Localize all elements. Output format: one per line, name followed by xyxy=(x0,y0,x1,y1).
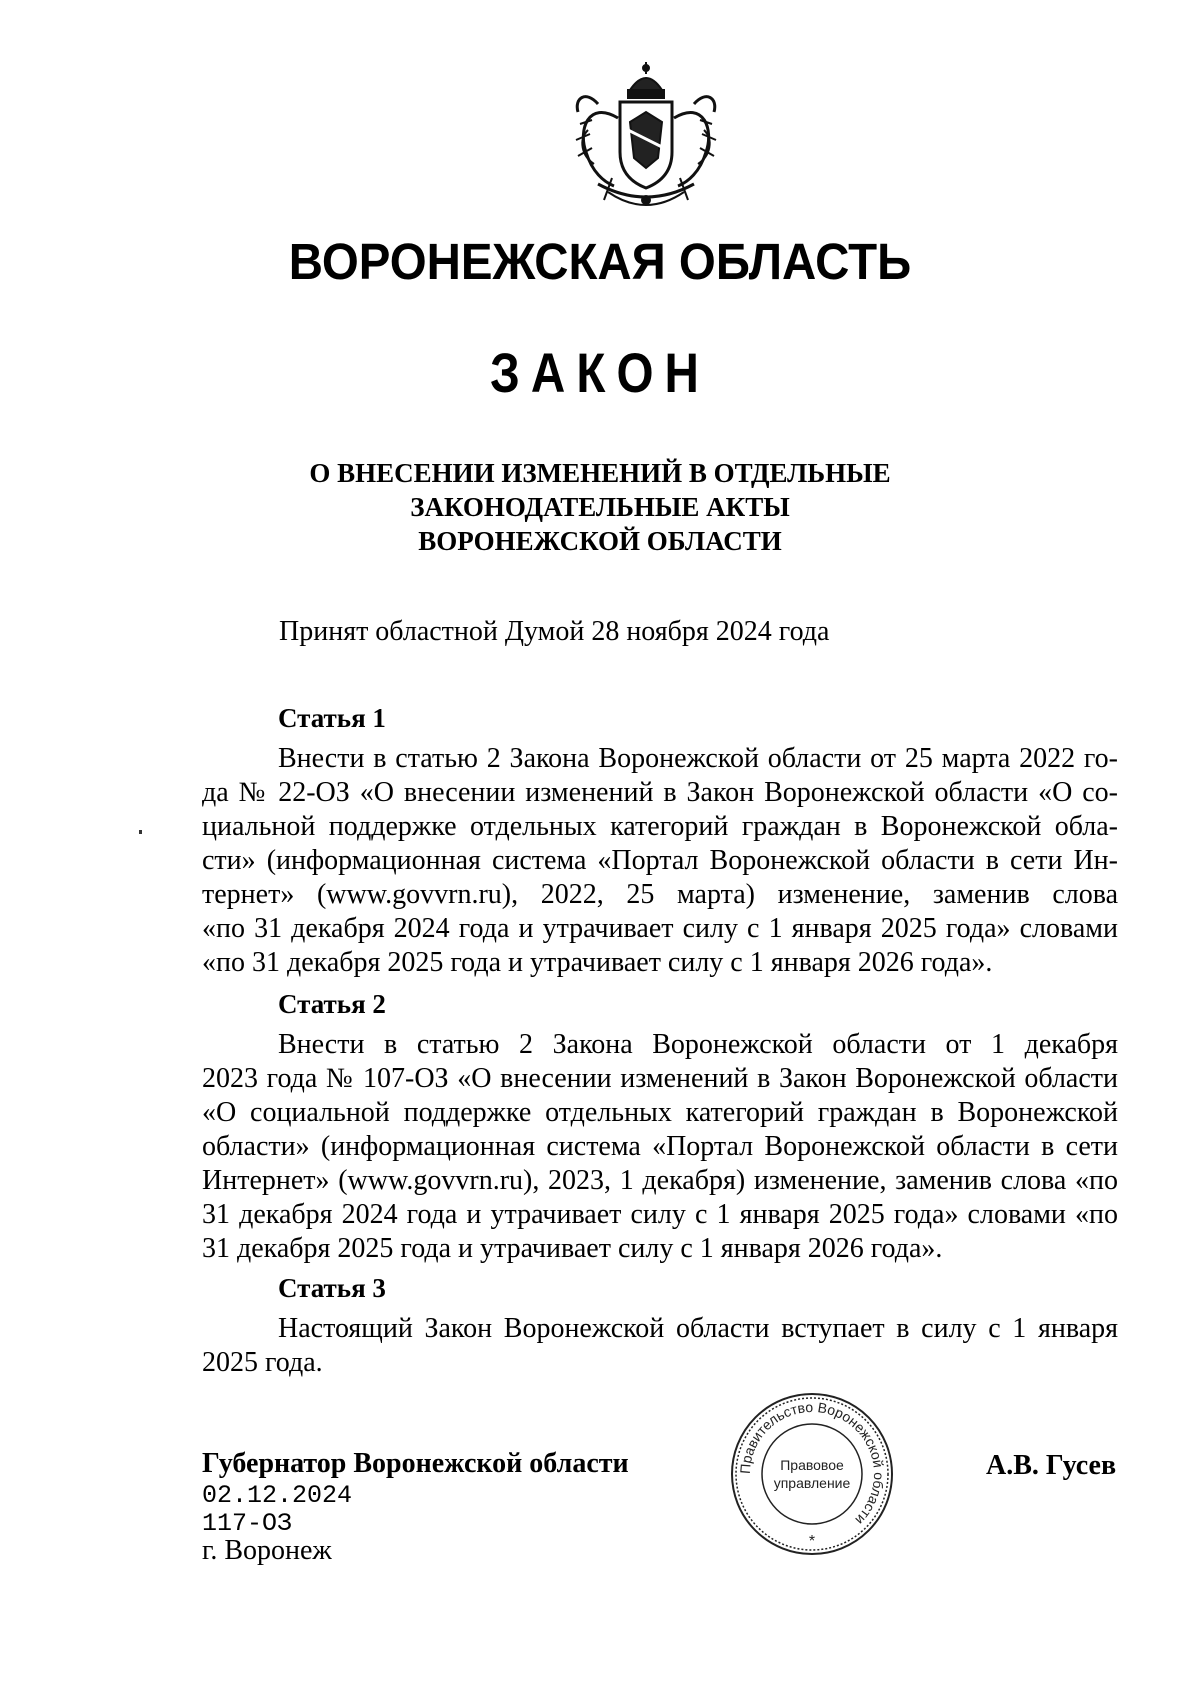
law-name xyxy=(0,456,1200,558)
law-name-line: ЗАКОНОДАТЕЛЬНЫЕ АКТЫ xyxy=(410,492,790,522)
seal-inner-line: Правовое xyxy=(780,1457,844,1473)
article-2-line: области» (информационная система «Портал Воронежской области в сети xyxy=(202,1131,1118,1162)
signing-date: 02.12.2024 xyxy=(202,1481,353,1510)
article-2-line: Внести в статью 2 Закона Воронежской области от 1 декабря xyxy=(278,1029,1118,1060)
article-2-line: «О социальной поддержке отдельных категорий граждан в Воронежской xyxy=(202,1097,1118,1128)
official-seal xyxy=(728,1390,896,1558)
article-3-line: Настоящий Закон Воронежской области вступает в силу с 1 января xyxy=(278,1313,1118,1344)
seal-star: * xyxy=(808,1533,816,1550)
article-1-heading: Статья 1 xyxy=(278,703,386,733)
article-1-line: да № 22-ОЗ «О внесении изменений в Закон Воронежской области «О со- xyxy=(202,777,1118,808)
article-2-line: 31 декабря 2025 года и утрачивает силу с 1 января 2026 года». xyxy=(202,1233,943,1264)
article-1-body xyxy=(202,742,1118,980)
article-1-line: циальной поддержке отдельных категорий граждан в Воронежской обла- xyxy=(202,811,1118,842)
article-1-line: сти» (информационная система «Портал Воронежской области в сети Ин- xyxy=(202,845,1118,876)
signing-city: г. Воронеж xyxy=(202,1535,332,1566)
law-name-line: О ВНЕСЕНИИ ИЗМЕНЕНИЙ В ОТДЕЛЬНЫЕ xyxy=(309,458,891,488)
article-3-body xyxy=(202,1312,1118,1380)
article-3-line: 2025 года. xyxy=(202,1347,323,1378)
article-1-line: тернет» (www.govvrn.ru), 2022, 25 марта) изменение, заменив слова xyxy=(202,879,1118,910)
article-2-body xyxy=(202,1028,1118,1266)
seal-outer-text: Правительство Воронежской области xyxy=(736,1398,888,1529)
article-2-heading: Статья 2 xyxy=(278,989,386,1019)
seal-inner-line: управление xyxy=(773,1475,851,1491)
article-2-line: 31 декабря 2024 года и утрачивает силу с 1 января 2025 года» словами «по xyxy=(202,1199,1118,1230)
law-name-line: ВОРОНЕЖСКОЙ ОБЛАСТИ xyxy=(418,526,782,556)
document-type-title: ЗАКОН xyxy=(490,341,710,404)
article-2-line: 2023 года № 107-ОЗ «О внесении изменений в Закон Воронежской области xyxy=(202,1063,1118,1094)
signer-name: А.В. Гусев xyxy=(986,1450,1117,1481)
article-1-line: «по 31 декабря 2025 года и утрачивает силу с 1 января 2026 года». xyxy=(202,947,993,978)
article-1-line: Внести в статью 2 Закона Воронежской области от 25 марта 2022 го- xyxy=(278,743,1118,774)
law-number: 117-ОЗ xyxy=(202,1509,293,1538)
adoption-statement: Принят областной Думой 28 ноября 2024 года xyxy=(279,616,830,647)
governor-title: Губернатор Воронежской области xyxy=(202,1448,629,1479)
article-1-line: «по 31 декабря 2024 года и утрачивает силу с 1 января 2025 года» словами xyxy=(202,913,1118,944)
article-2-line: Интернет» (www.govvrn.ru), 2023, 1 декабря) изменение, заменив слова «по xyxy=(202,1165,1118,1196)
article-3-heading: Статья 3 xyxy=(278,1273,386,1303)
scan-speck xyxy=(139,830,142,834)
region-title: ВОРОНЕЖСКАЯ ОБЛАСТЬ xyxy=(288,233,912,290)
coat-of-arms-emblem xyxy=(568,60,724,218)
